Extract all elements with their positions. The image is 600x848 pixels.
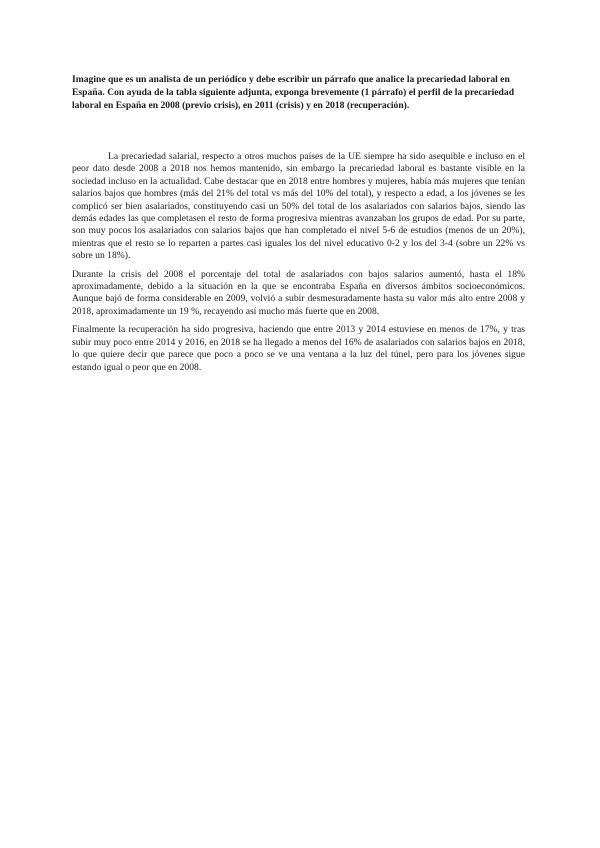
answer-body: [72, 151, 525, 380]
assignment-prompt: Imagine que es un analista de un periódico y debe escribir un párrafo que analice la precariedad laboral en España. Con ayuda de la tabla siguiente adjunta, exponga brevemente (1 párrafo) el perfil de la precariedad laboral en España en 2008 (previo crisis), en 2011 (crisis) y en 2018 (recuperación).: [72, 74, 515, 112]
paragraph-2: Durante la crisis del 2008 el porcentaje del total de asalariados con bajos salarios aumentó, hasta el 18% aproximadamente, debido a la situación en la que se encontraba España en diversos ámbitos socioeconómicos. Aunque bajó de forma considerable en 2009, volvió a subir desmesuradamente hasta su valor más alto entre 2008 y 2018, aproximadamente un 19 %, recayendo así mucho más fuerte que en 2008.: [72, 268, 525, 317]
paragraph-3: Finalmente la recuperación ha sido progresiva, haciendo que entre 2013 y 2014 estuviese en menos de 17%, y tras subir muy poco entre 2014 y 2016, en 2018 se ha llegado a menos del 16% de asalariados con salarios bajos en 2018, lo que quiere decir que parece que poco a poco se ve una ventana a la luz del túnel, pero para los jóvenes sigue estando igual o peor que en 2008.: [72, 324, 525, 373]
paragraph-1: La precariedad salarial, respecto a otros muchos países de la UE siempre ha sido asequible e incluso en el peor dato desde 2008 a 2018 nos hemos mantenido, sin embargo la precariedad laboral es bastante visible en la sociedad incluso en la actualidad. Cabe destacar que en 2018 entre hombres y mujeres, había más mujeres que tenían salarios bajos que hombres (más del 21% del total vs más del 10% del total), y respecto a edad, a los jóvenes se les complicó ser bien asalariados, constituyendo casi un 50% del total de los asalariados con salarios bajos, siendo las demás edades las que completasen el resto de forma progresiva mientras avanzaban los grupos de edad. Por su parte, son muy pocos los asalariados con salarios bajos que han completado el nivel 5-6 de estudios (menos de un 20%), mientras que el resto se lo reparten a partes casi iguales los del nivel educativo 0-2 y los del 3-4 (sobre un 22% vs sobre un 18%).: [72, 151, 525, 262]
